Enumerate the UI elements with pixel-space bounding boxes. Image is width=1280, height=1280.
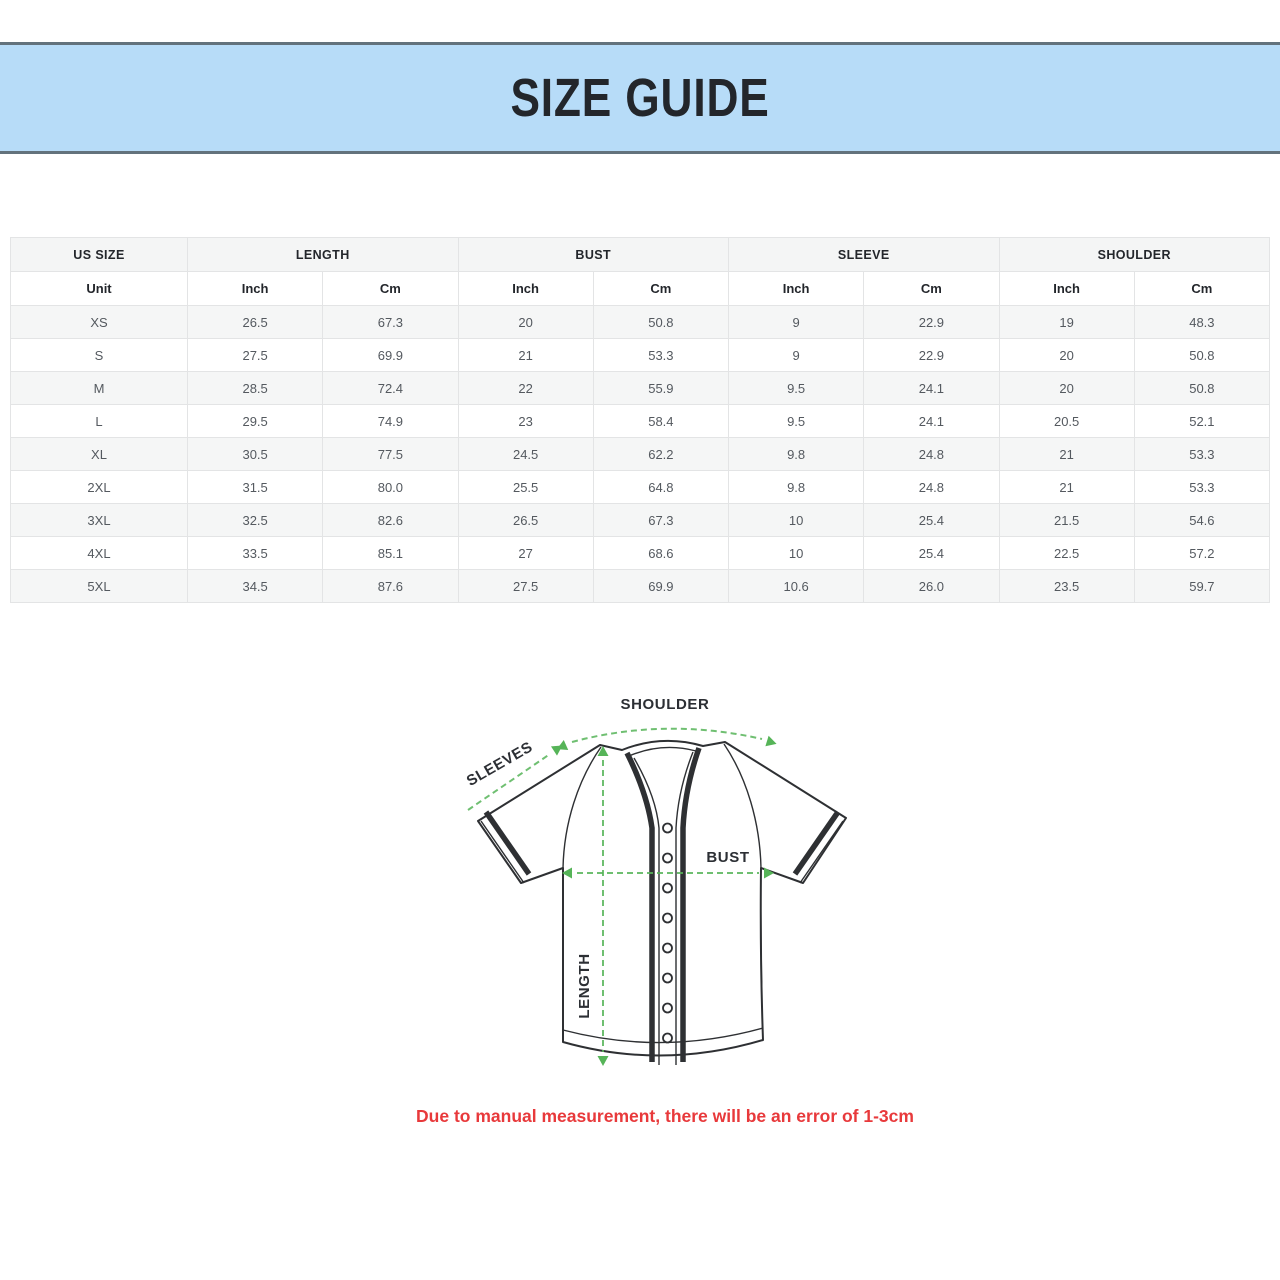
measurement-value-cell: 25.5 xyxy=(458,471,593,504)
size-row-4xl xyxy=(11,537,1270,570)
measurement-value-cell: 27.5 xyxy=(458,570,593,603)
measurement-value-cell: 24.1 xyxy=(864,372,999,405)
measurement-value-cell: 53.3 xyxy=(1134,438,1269,471)
length-arrow-bottom xyxy=(598,1056,609,1066)
measurement-value-cell: 19 xyxy=(999,306,1134,339)
measurement-value-cell: 22 xyxy=(458,372,593,405)
measurement-value-cell: 24.8 xyxy=(864,438,999,471)
measurement-value-cell: 82.6 xyxy=(323,504,458,537)
shoulder-label: SHOULDER xyxy=(620,696,710,713)
size-table xyxy=(10,237,1270,603)
measurement-value-cell: 20 xyxy=(999,339,1134,372)
measurement-value-cell: 23.5 xyxy=(999,570,1134,603)
measurement-value-cell: 21.5 xyxy=(999,504,1134,537)
bust-label: BUST xyxy=(706,849,750,866)
measurement-value-cell: 72.4 xyxy=(323,372,458,405)
measurement-value-cell: 26.5 xyxy=(188,306,323,339)
jersey-diagram-svg xyxy=(450,690,870,1092)
measurement-value-cell: 24.5 xyxy=(458,438,593,471)
measurement-value-cell: 10.6 xyxy=(729,570,864,603)
size-table-body xyxy=(11,306,1270,603)
measurement-value-cell: 77.5 xyxy=(323,438,458,471)
measurement-value-cell: 62.2 xyxy=(593,438,728,471)
measurement-value-cell: 29.5 xyxy=(188,405,323,438)
unit-header-row xyxy=(11,272,1270,306)
measurement-value-cell: 20.5 xyxy=(999,405,1134,438)
page-title: SIZE GUIDE xyxy=(510,68,770,128)
measurement-value-cell: 27 xyxy=(458,537,593,570)
column-group-header: US SIZE xyxy=(11,238,188,272)
measurement-value-cell: 9 xyxy=(729,306,864,339)
measurement-value-cell: 28.5 xyxy=(188,372,323,405)
measurement-value-cell: 10 xyxy=(729,504,864,537)
group-header-row xyxy=(11,238,1270,272)
size-label-cell: L xyxy=(11,405,188,438)
measurement-value-cell: 32.5 xyxy=(188,504,323,537)
measurement-value-cell: 53.3 xyxy=(1134,471,1269,504)
size-row-5xl xyxy=(11,570,1270,603)
jersey-measurement-diagram xyxy=(450,690,870,1092)
measurement-value-cell: 9.8 xyxy=(729,438,864,471)
measurement-value-cell: 20 xyxy=(458,306,593,339)
unit-header-cell: Inch xyxy=(458,272,593,306)
size-row-s xyxy=(11,339,1270,372)
sleeves-label: SLEEVES xyxy=(463,738,536,790)
measurement-value-cell: 50.8 xyxy=(1134,372,1269,405)
unit-header-cell: Inch xyxy=(188,272,323,306)
measurement-value-cell: 23 xyxy=(458,405,593,438)
measurement-value-cell: 87.6 xyxy=(323,570,458,603)
column-group-header: BUST xyxy=(458,238,729,272)
measurement-value-cell: 55.9 xyxy=(593,372,728,405)
measurement-value-cell: 58.4 xyxy=(593,405,728,438)
measurement-value-cell: 48.3 xyxy=(1134,306,1269,339)
measurement-value-cell: 64.8 xyxy=(593,471,728,504)
measurement-value-cell: 21 xyxy=(999,438,1134,471)
jersey-body-outline xyxy=(478,741,846,1056)
measurement-value-cell: 69.9 xyxy=(593,570,728,603)
unit-header-cell: Inch xyxy=(999,272,1134,306)
measurement-value-cell: 9.5 xyxy=(729,405,864,438)
size-label-cell: 4XL xyxy=(11,537,188,570)
size-label-cell: 2XL xyxy=(11,471,188,504)
size-row-3xl xyxy=(11,504,1270,537)
unit-header-cell: Cm xyxy=(323,272,458,306)
size-label-cell: XL xyxy=(11,438,188,471)
title-banner xyxy=(0,42,1280,154)
measurement-value-cell: 9.5 xyxy=(729,372,864,405)
size-table-container xyxy=(10,237,1270,603)
measurement-value-cell: 21 xyxy=(458,339,593,372)
measurement-value-cell: 9 xyxy=(729,339,864,372)
measurement-value-cell: 69.9 xyxy=(323,339,458,372)
measurement-value-cell: 50.8 xyxy=(1134,339,1269,372)
shoulder-arrow-right xyxy=(765,736,778,749)
unit-header-cell: Inch xyxy=(729,272,864,306)
size-row-l xyxy=(11,405,1270,438)
measurement-value-cell: 26.0 xyxy=(864,570,999,603)
measurement-value-cell: 24.1 xyxy=(864,405,999,438)
measurement-disclaimer: Due to manual measurement, there will be an error of 1-3cm xyxy=(416,1106,914,1126)
measurement-value-cell: 68.6 xyxy=(593,537,728,570)
size-label-cell: S xyxy=(11,339,188,372)
measurement-value-cell: 25.4 xyxy=(864,504,999,537)
size-row-xs xyxy=(11,306,1270,339)
measurement-value-cell: 80.0 xyxy=(323,471,458,504)
measurement-value-cell: 27.5 xyxy=(188,339,323,372)
unit-header-cell: Cm xyxy=(864,272,999,306)
size-label-cell: M xyxy=(11,372,188,405)
size-row-2xl xyxy=(11,471,1270,504)
measurement-value-cell: 24.8 xyxy=(864,471,999,504)
measurement-value-cell: 33.5 xyxy=(188,537,323,570)
measurement-value-cell: 10 xyxy=(729,537,864,570)
measurement-value-cell: 67.3 xyxy=(593,504,728,537)
measurement-value-cell: 25.4 xyxy=(864,537,999,570)
measurement-value-cell: 22.9 xyxy=(864,339,999,372)
measurement-value-cell: 85.1 xyxy=(323,537,458,570)
measurement-value-cell: 22.9 xyxy=(864,306,999,339)
size-label-cell: 3XL xyxy=(11,504,188,537)
measurement-value-cell: 31.5 xyxy=(188,471,323,504)
jersey-illustration xyxy=(478,741,846,1065)
unit-header-cell: Cm xyxy=(1134,272,1269,306)
measurement-value-cell: 20 xyxy=(999,372,1134,405)
measurement-value-cell: 34.5 xyxy=(188,570,323,603)
measurement-value-cell: 59.7 xyxy=(1134,570,1269,603)
measurement-value-cell: 22.5 xyxy=(999,537,1134,570)
size-label-cell: XS xyxy=(11,306,188,339)
column-group-header: SHOULDER xyxy=(999,238,1270,272)
measurement-value-cell: 21 xyxy=(999,471,1134,504)
size-label-cell: 5XL xyxy=(11,570,188,603)
column-group-header: SLEEVE xyxy=(729,238,1000,272)
measurement-value-cell: 52.1 xyxy=(1134,405,1269,438)
measurement-value-cell: 53.3 xyxy=(593,339,728,372)
size-row-m xyxy=(11,372,1270,405)
measurement-value-cell: 74.9 xyxy=(323,405,458,438)
measurement-value-cell: 54.6 xyxy=(1134,504,1269,537)
measurement-value-cell: 9.8 xyxy=(729,471,864,504)
size-row-xl xyxy=(11,438,1270,471)
measurement-value-cell: 26.5 xyxy=(458,504,593,537)
measurement-value-cell: 50.8 xyxy=(593,306,728,339)
measurement-value-cell: 67.3 xyxy=(323,306,458,339)
measurement-value-cell: 57.2 xyxy=(1134,537,1269,570)
column-group-header: LENGTH xyxy=(188,238,459,272)
unit-header-cell: Unit xyxy=(11,272,188,306)
length-label: LENGTH xyxy=(576,953,593,1019)
unit-header-cell: Cm xyxy=(593,272,728,306)
measurement-value-cell: 30.5 xyxy=(188,438,323,471)
